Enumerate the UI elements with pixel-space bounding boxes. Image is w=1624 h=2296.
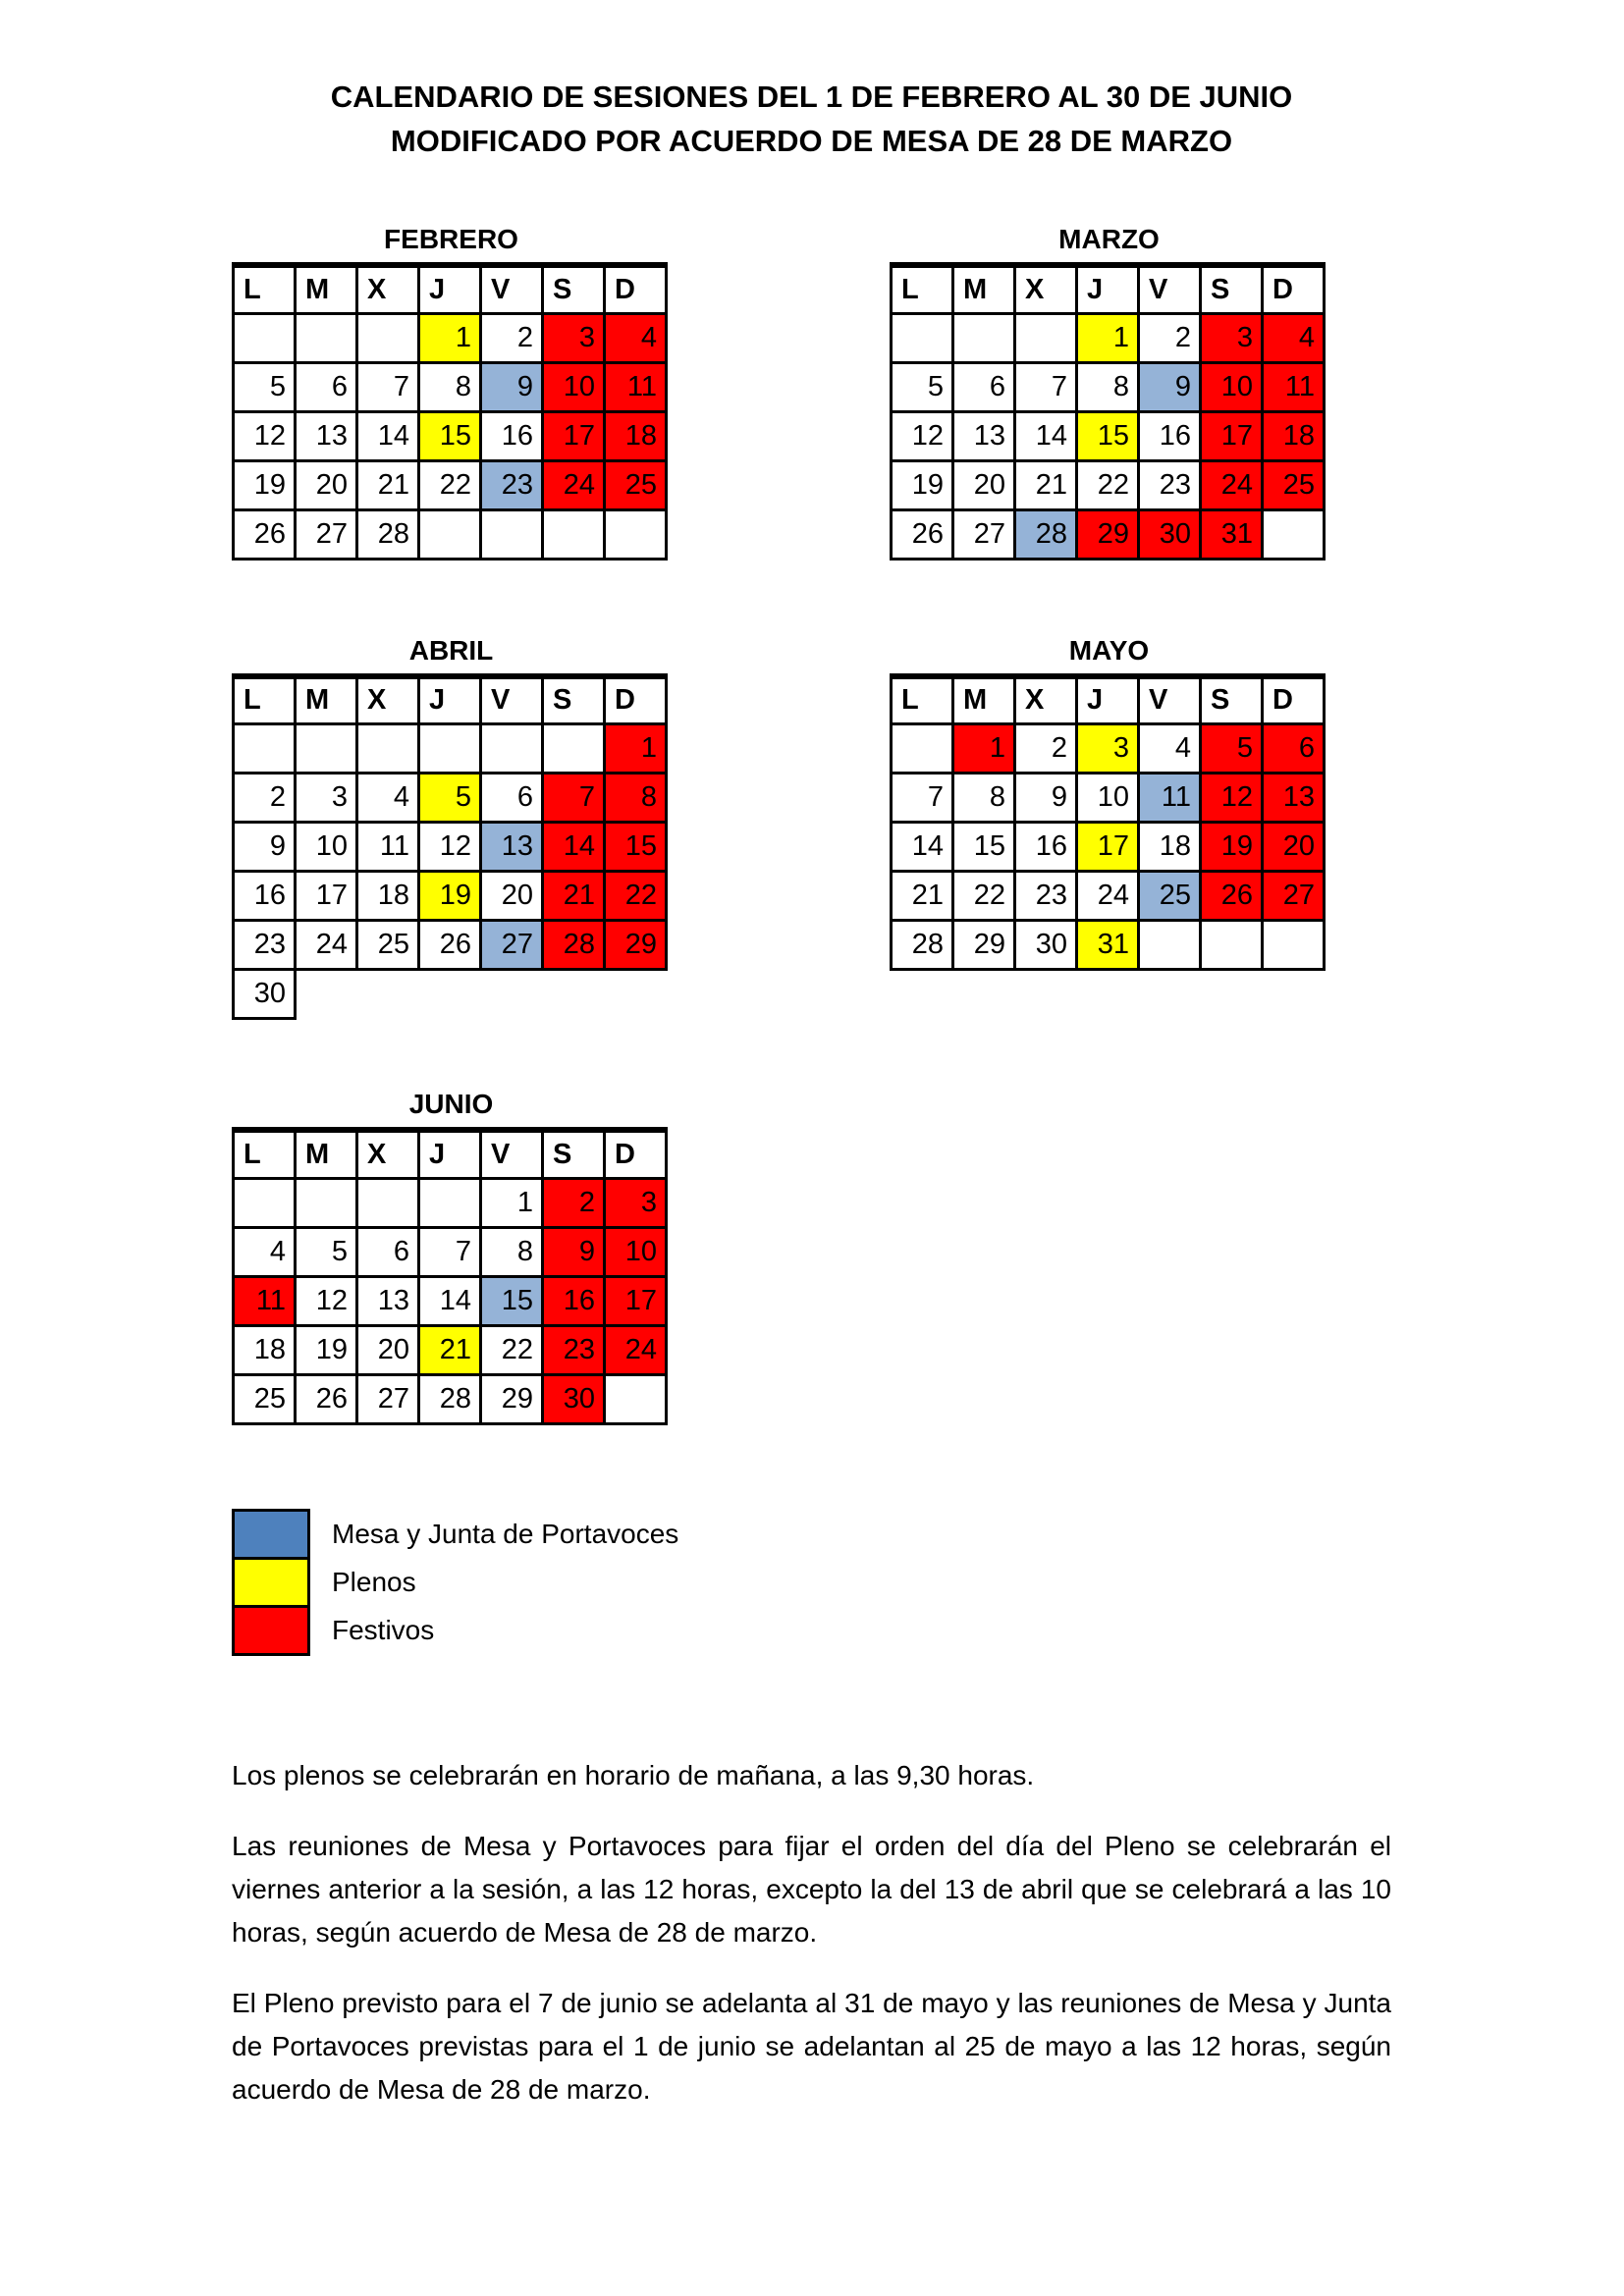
day-cell-marzo-4: 4 <box>1263 313 1325 362</box>
empty-day-cell <box>892 313 953 362</box>
day-cell-abril-2: 2 <box>234 774 296 823</box>
day-cell-febrero-14: 14 <box>357 411 419 460</box>
day-cell-mayo-7: 7 <box>892 774 953 823</box>
empty-day-cell <box>605 509 667 559</box>
day-cell-abril-9: 9 <box>234 823 296 872</box>
empty-day-cell <box>296 724 357 774</box>
absent-cell <box>357 970 419 1019</box>
day-cell-febrero-27: 27 <box>296 509 357 559</box>
day-cell-febrero-15: 15 <box>419 411 481 460</box>
day-cell-abril-10: 10 <box>296 823 357 872</box>
day-cell-marzo-25: 25 <box>1263 460 1325 509</box>
month-title: MAYO <box>1068 634 1150 666</box>
weekday-header-x: X <box>357 676 419 724</box>
day-cell-abril-16: 16 <box>234 872 296 921</box>
calendar-marzo <box>890 224 1328 561</box>
day-cell-febrero-24: 24 <box>543 460 605 509</box>
month-title: MARZO <box>1058 224 1160 254</box>
weekday-header-l: L <box>234 1130 296 1178</box>
legend-label-mesa: Mesa y Junta de Portavoces <box>332 1518 679 1549</box>
day-cell-marzo-6: 6 <box>953 362 1015 411</box>
day-cell-junio-11: 11 <box>234 1276 296 1325</box>
day-cell-abril-17: 17 <box>296 872 357 921</box>
weekday-header-l: L <box>892 265 953 313</box>
month-slot <box>890 635 1547 1021</box>
weekday-header-l: L <box>892 676 953 724</box>
day-cell-abril-12: 12 <box>419 823 481 872</box>
weekday-header-m: M <box>296 676 357 724</box>
day-cell-junio-28: 28 <box>419 1374 481 1423</box>
absent-cell <box>296 970 357 1019</box>
legend-row-festivos <box>232 1605 1391 1656</box>
day-cell-junio-26: 26 <box>296 1374 357 1423</box>
day-cell-abril-13: 13 <box>481 823 543 872</box>
day-cell-marzo-29: 29 <box>1077 509 1139 559</box>
weekday-header-s: S <box>1201 676 1263 724</box>
day-cell-febrero-26: 26 <box>234 509 296 559</box>
empty-day-cell <box>543 509 605 559</box>
day-cell-marzo-22: 22 <box>1077 460 1139 509</box>
day-cell-mayo-26: 26 <box>1201 872 1263 921</box>
day-cell-mayo-6: 6 <box>1263 724 1325 774</box>
day-cell-febrero-21: 21 <box>357 460 419 509</box>
day-cell-marzo-21: 21 <box>1015 460 1077 509</box>
empty-day-cell <box>357 313 419 362</box>
day-cell-marzo-31: 31 <box>1201 509 1263 559</box>
day-cell-marzo-7: 7 <box>1015 362 1077 411</box>
day-cell-marzo-3: 3 <box>1201 313 1263 362</box>
empty-day-cell <box>543 724 605 774</box>
month-title: JUNIO <box>408 1089 494 1119</box>
empty-day-cell <box>892 724 953 774</box>
weekday-header-m: M <box>953 676 1015 724</box>
weekday-header-x: X <box>357 1130 419 1178</box>
months-row-1 <box>232 224 1391 561</box>
notes-section <box>232 1754 1391 2111</box>
legend-row-plenos <box>232 1557 1391 1608</box>
day-cell-febrero-20: 20 <box>296 460 357 509</box>
day-cell-marzo-26: 26 <box>892 509 953 559</box>
day-cell-mayo-12: 12 <box>1201 774 1263 823</box>
day-cell-abril-21: 21 <box>543 872 605 921</box>
day-cell-mayo-13: 13 <box>1263 774 1325 823</box>
legend <box>232 1509 1391 1656</box>
weekday-header-j: J <box>419 1130 481 1178</box>
empty-day-cell <box>605 1374 667 1423</box>
day-cell-abril-25: 25 <box>357 921 419 970</box>
months-row-3 <box>232 1089 1391 1425</box>
note-paragraph-1: Los plenos se celebrarán en horario de mañana, a las 9,30 horas. <box>232 1759 1035 1790</box>
month-table <box>890 262 1326 561</box>
day-cell-junio-27: 27 <box>357 1374 419 1423</box>
day-cell-febrero-23: 23 <box>481 460 543 509</box>
day-cell-marzo-15: 15 <box>1077 411 1139 460</box>
day-cell-marzo-2: 2 <box>1139 313 1201 362</box>
empty-day-cell <box>419 509 481 559</box>
day-cell-mayo-21: 21 <box>892 872 953 921</box>
day-cell-mayo-14: 14 <box>892 823 953 872</box>
empty-day-cell <box>234 1178 296 1227</box>
month-slot <box>232 1089 890 1425</box>
day-cell-febrero-9: 9 <box>481 362 543 411</box>
month-slot <box>232 224 890 561</box>
month-slot <box>890 224 1547 561</box>
weekday-header-j: J <box>419 676 481 724</box>
day-cell-marzo-20: 20 <box>953 460 1015 509</box>
day-cell-junio-8: 8 <box>481 1227 543 1276</box>
day-cell-mayo-20: 20 <box>1263 823 1325 872</box>
day-cell-abril-26: 26 <box>419 921 481 970</box>
day-cell-abril-18: 18 <box>357 872 419 921</box>
day-cell-febrero-6: 6 <box>296 362 357 411</box>
day-cell-febrero-7: 7 <box>357 362 419 411</box>
day-cell-junio-29: 29 <box>481 1374 543 1423</box>
empty-day-cell <box>234 724 296 774</box>
day-cell-abril-23: 23 <box>234 921 296 970</box>
day-cell-junio-13: 13 <box>357 1276 419 1325</box>
weekday-header-l: L <box>234 676 296 724</box>
day-cell-abril-6: 6 <box>481 774 543 823</box>
weekday-header-s: S <box>543 265 605 313</box>
day-cell-mayo-2: 2 <box>1015 724 1077 774</box>
day-cell-junio-3: 3 <box>605 1178 667 1227</box>
weekday-header-s: S <box>1201 265 1263 313</box>
day-cell-marzo-23: 23 <box>1139 460 1201 509</box>
day-cell-abril-30: 30 <box>234 970 296 1019</box>
empty-day-cell <box>419 724 481 774</box>
month-title: ABRIL <box>408 634 494 666</box>
day-cell-abril-22: 22 <box>605 872 667 921</box>
day-cell-junio-22: 22 <box>481 1325 543 1374</box>
empty-day-cell <box>419 1178 481 1227</box>
day-cell-marzo-24: 24 <box>1201 460 1263 509</box>
day-cell-febrero-13: 13 <box>296 411 357 460</box>
page-title-line1: CALENDARIO DE SESIONES DEL 1 DE FEBRERO AL 30 DE JUNIO <box>330 80 1293 114</box>
day-cell-marzo-16: 16 <box>1139 411 1201 460</box>
day-cell-mayo-5: 5 <box>1201 724 1263 774</box>
legend-swatch-plenos <box>232 1557 310 1608</box>
day-cell-mayo-18: 18 <box>1139 823 1201 872</box>
day-cell-junio-30: 30 <box>543 1374 605 1423</box>
day-cell-mayo-1: 1 <box>953 724 1015 774</box>
day-cell-abril-4: 4 <box>357 774 419 823</box>
note-paragraph-2: Las reuniones de Mesa y Portavoces para fijar el orden del día del Pleno se celebrarán el viernes anterior a la sesión, a las 12 horas, excepto la del 13 de abril que se celebrará a las 10 horas, según acuerdo de Mesa de 28 de marzo. <box>232 1830 1391 1948</box>
empty-day-cell <box>296 1178 357 1227</box>
weekday-header-v: V <box>481 265 543 313</box>
day-cell-abril-27: 27 <box>481 921 543 970</box>
weekday-header-v: V <box>1139 265 1201 313</box>
day-cell-abril-29: 29 <box>605 921 667 970</box>
day-cell-marzo-19: 19 <box>892 460 953 509</box>
day-cell-junio-25: 25 <box>234 1374 296 1423</box>
day-cell-abril-24: 24 <box>296 921 357 970</box>
day-cell-junio-5: 5 <box>296 1227 357 1276</box>
day-cell-mayo-8: 8 <box>953 774 1015 823</box>
day-cell-mayo-16: 16 <box>1015 823 1077 872</box>
day-cell-abril-14: 14 <box>543 823 605 872</box>
empty-day-cell <box>357 1178 419 1227</box>
day-cell-febrero-2: 2 <box>481 313 543 362</box>
day-cell-febrero-28: 28 <box>357 509 419 559</box>
day-cell-junio-20: 20 <box>357 1325 419 1374</box>
weekday-header-m: M <box>296 265 357 313</box>
day-cell-junio-19: 19 <box>296 1325 357 1374</box>
day-cell-febrero-4: 4 <box>605 313 667 362</box>
weekday-header-d: D <box>1263 676 1325 724</box>
months-row-2 <box>232 635 1391 1021</box>
day-cell-junio-7: 7 <box>419 1227 481 1276</box>
day-cell-febrero-25: 25 <box>605 460 667 509</box>
legend-label-plenos: Plenos <box>332 1566 416 1597</box>
day-cell-mayo-19: 19 <box>1201 823 1263 872</box>
day-cell-abril-28: 28 <box>543 921 605 970</box>
absent-cell <box>605 970 667 1019</box>
month-table <box>232 262 668 561</box>
absent-cell <box>543 970 605 1019</box>
weekday-header-x: X <box>1015 265 1077 313</box>
calendar-febrero <box>232 224 671 561</box>
weekday-header-l: L <box>234 265 296 313</box>
day-cell-febrero-22: 22 <box>419 460 481 509</box>
empty-day-cell <box>1201 921 1263 970</box>
day-cell-junio-6: 6 <box>357 1227 419 1276</box>
day-cell-marzo-10: 10 <box>1201 362 1263 411</box>
legend-row-mesa <box>232 1509 1391 1560</box>
day-cell-marzo-1: 1 <box>1077 313 1139 362</box>
day-cell-junio-14: 14 <box>419 1276 481 1325</box>
day-cell-abril-11: 11 <box>357 823 419 872</box>
day-cell-febrero-16: 16 <box>481 411 543 460</box>
day-cell-abril-5: 5 <box>419 774 481 823</box>
day-cell-abril-8: 8 <box>605 774 667 823</box>
day-cell-febrero-8: 8 <box>419 362 481 411</box>
day-cell-mayo-30: 30 <box>1015 921 1077 970</box>
day-cell-febrero-5: 5 <box>234 362 296 411</box>
day-cell-mayo-29: 29 <box>953 921 1015 970</box>
calendar-junio <box>232 1089 671 1425</box>
day-cell-junio-9: 9 <box>543 1227 605 1276</box>
day-cell-marzo-12: 12 <box>892 411 953 460</box>
page-title <box>232 0 1391 163</box>
day-cell-junio-15: 15 <box>481 1276 543 1325</box>
empty-day-cell <box>296 313 357 362</box>
weekday-header-d: D <box>605 1130 667 1178</box>
absent-cell <box>419 970 481 1019</box>
day-cell-marzo-9: 9 <box>1139 362 1201 411</box>
day-cell-marzo-14: 14 <box>1015 411 1077 460</box>
day-cell-mayo-31: 31 <box>1077 921 1139 970</box>
day-cell-marzo-17: 17 <box>1201 411 1263 460</box>
weekday-header-d: D <box>605 676 667 724</box>
weekday-header-j: J <box>1077 676 1139 724</box>
day-cell-marzo-28: 28 <box>1015 509 1077 559</box>
empty-day-cell <box>1139 921 1201 970</box>
day-cell-febrero-3: 3 <box>543 313 605 362</box>
day-cell-mayo-27: 27 <box>1263 872 1325 921</box>
weekday-header-m: M <box>296 1130 357 1178</box>
day-cell-febrero-1: 1 <box>419 313 481 362</box>
empty-day-cell <box>481 509 543 559</box>
day-cell-febrero-17: 17 <box>543 411 605 460</box>
empty-day-cell <box>357 724 419 774</box>
day-cell-mayo-4: 4 <box>1139 724 1201 774</box>
day-cell-mayo-24: 24 <box>1077 872 1139 921</box>
month-table <box>232 673 668 1021</box>
empty-day-cell <box>234 313 296 362</box>
day-cell-mayo-15: 15 <box>953 823 1015 872</box>
day-cell-mayo-17: 17 <box>1077 823 1139 872</box>
weekday-header-v: V <box>1139 676 1201 724</box>
weekday-header-s: S <box>543 1130 605 1178</box>
weekday-header-x: X <box>1015 676 1077 724</box>
month-title: FEBRERO <box>384 224 518 254</box>
day-cell-junio-4: 4 <box>234 1227 296 1276</box>
day-cell-abril-1: 1 <box>605 724 667 774</box>
legend-swatch-festivos <box>232 1605 310 1656</box>
note-paragraph-3: El Pleno previsto para el 7 de junio se adelanta al 31 de mayo y las reuniones de Mesa y Junta de Portavoces previstas para el 1 de junio se adelantan al 25 de mayo a las 12 horas, según acuerdo de Mesa de 28 de marzo. <box>232 1987 1391 2105</box>
day-cell-febrero-12: 12 <box>234 411 296 460</box>
page-title-line2: MODIFICADO POR ACUERDO DE MESA DE 28 DE MARZO <box>390 124 1233 158</box>
day-cell-junio-10: 10 <box>605 1227 667 1276</box>
day-cell-abril-19: 19 <box>419 872 481 921</box>
day-cell-marzo-11: 11 <box>1263 362 1325 411</box>
day-cell-junio-21: 21 <box>419 1325 481 1374</box>
weekday-header-j: J <box>419 265 481 313</box>
day-cell-junio-12: 12 <box>296 1276 357 1325</box>
day-cell-junio-24: 24 <box>605 1325 667 1374</box>
calendar-mayo <box>890 635 1328 972</box>
weekday-header-v: V <box>481 676 543 724</box>
day-cell-abril-3: 3 <box>296 774 357 823</box>
day-cell-junio-16: 16 <box>543 1276 605 1325</box>
weekday-header-m: M <box>953 265 1015 313</box>
month-table <box>890 673 1326 972</box>
document-page <box>232 0 1391 2111</box>
day-cell-abril-15: 15 <box>605 823 667 872</box>
day-cell-febrero-11: 11 <box>605 362 667 411</box>
day-cell-mayo-22: 22 <box>953 872 1015 921</box>
day-cell-febrero-19: 19 <box>234 460 296 509</box>
day-cell-mayo-11: 11 <box>1139 774 1201 823</box>
day-cell-mayo-10: 10 <box>1077 774 1139 823</box>
day-cell-marzo-13: 13 <box>953 411 1015 460</box>
day-cell-mayo-23: 23 <box>1015 872 1077 921</box>
day-cell-junio-17: 17 <box>605 1276 667 1325</box>
day-cell-junio-18: 18 <box>234 1325 296 1374</box>
day-cell-febrero-10: 10 <box>543 362 605 411</box>
weekday-header-x: X <box>357 265 419 313</box>
empty-day-cell <box>1263 921 1325 970</box>
day-cell-marzo-8: 8 <box>1077 362 1139 411</box>
day-cell-marzo-18: 18 <box>1263 411 1325 460</box>
empty-day-cell <box>1263 509 1325 559</box>
day-cell-abril-20: 20 <box>481 872 543 921</box>
day-cell-abril-7: 7 <box>543 774 605 823</box>
legend-label-festivos: Festivos <box>332 1614 435 1645</box>
day-cell-febrero-18: 18 <box>605 411 667 460</box>
month-table <box>232 1127 668 1425</box>
empty-day-cell <box>1015 313 1077 362</box>
day-cell-mayo-3: 3 <box>1077 724 1139 774</box>
weekday-header-d: D <box>1263 265 1325 313</box>
absent-cell <box>481 970 543 1019</box>
empty-day-cell <box>481 724 543 774</box>
day-cell-marzo-27: 27 <box>953 509 1015 559</box>
day-cell-mayo-25: 25 <box>1139 872 1201 921</box>
weekday-header-d: D <box>605 265 667 313</box>
calendar-abril <box>232 635 671 1021</box>
day-cell-junio-2: 2 <box>543 1178 605 1227</box>
weekday-header-v: V <box>481 1130 543 1178</box>
weekday-header-s: S <box>543 676 605 724</box>
legend-swatch-mesa <box>232 1509 310 1560</box>
month-slot <box>232 635 890 1021</box>
day-cell-marzo-30: 30 <box>1139 509 1201 559</box>
day-cell-junio-23: 23 <box>543 1325 605 1374</box>
day-cell-junio-1: 1 <box>481 1178 543 1227</box>
day-cell-mayo-28: 28 <box>892 921 953 970</box>
weekday-header-j: J <box>1077 265 1139 313</box>
day-cell-mayo-9: 9 <box>1015 774 1077 823</box>
empty-day-cell <box>953 313 1015 362</box>
day-cell-marzo-5: 5 <box>892 362 953 411</box>
